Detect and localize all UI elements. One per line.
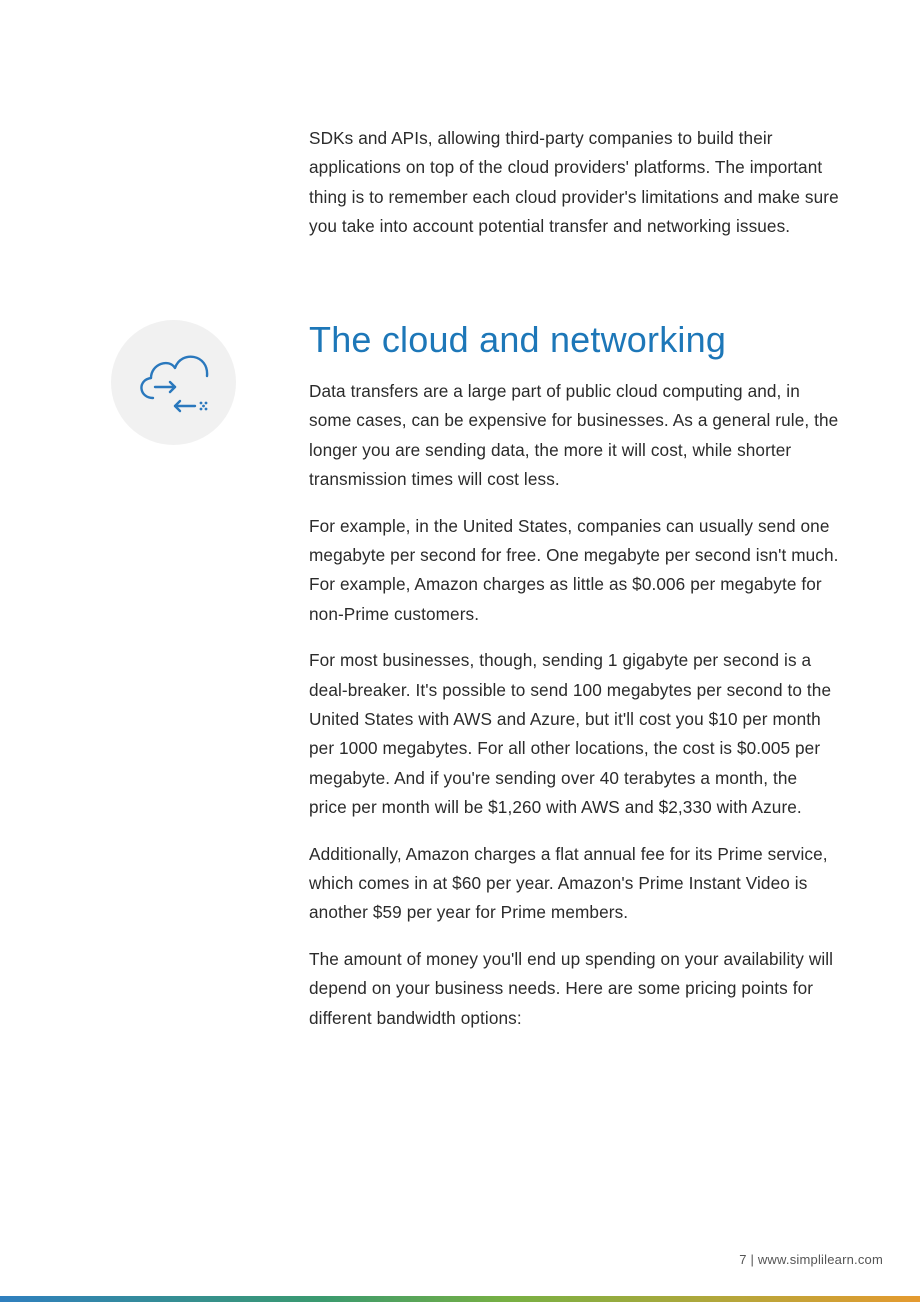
section-heading: The cloud and networking [309, 319, 727, 360]
intro-paragraph: SDKs and APIs, allowing third-party companies to build their applications on top of the cloud providers' platforms. The important thing is to remember each cloud provider's limitations and make sure you take into account potential transfer and networking issues. [309, 128, 839, 236]
body-paragraph: For example, in the United States, companies can usually send one megabyte per second for free. One megabyte per second isn't much. For example, Amazon charges as little as $0.006 per megabyte for non-Prime customers. [309, 515, 839, 624]
page-footer: 7 | www.simplilearn.com [739, 1252, 883, 1267]
body-paragraph: Additionally, Amazon charges a flat annual fee for its Prime service, which comes in at $60 per year. Amazon's Prime Instant Video is another $59 per year for Prime members. [309, 843, 828, 923]
body-paragraph: For most businesses, though, sending 1 gigabyte per second is a deal-breaker. It's possible to send 100 megabytes per second to the United States with AWS and Azure, but it'll cost you $10 per month per 1000 megabytes. For all other locations, the cost is $0.005 per megabyte. And if you're sending over 40 terabytes a month, the price per month will be $1,260 with AWS and $2,330 with Azure. [309, 650, 832, 817]
body-paragraph: Data transfers are a large part of public cloud computing and, in some cases, can be expensive for businesses. As a general rule, the longer you are sending data, the more it will cost, while shorter transmission times will cost less. [309, 381, 839, 489]
intro-section [309, 124, 839, 241]
body-paragraph: The amount of money you'll end up spending on your availability will depend on your business needs. Here are some pricing points for different bandwidth options: [309, 949, 834, 1028]
footer-gradient-bar [0, 1296, 920, 1302]
cloud-transfer-icon-graphic [111, 320, 236, 445]
cloud-transfer-icon [111, 320, 236, 445]
cloud-networking-section [309, 316, 839, 1050]
